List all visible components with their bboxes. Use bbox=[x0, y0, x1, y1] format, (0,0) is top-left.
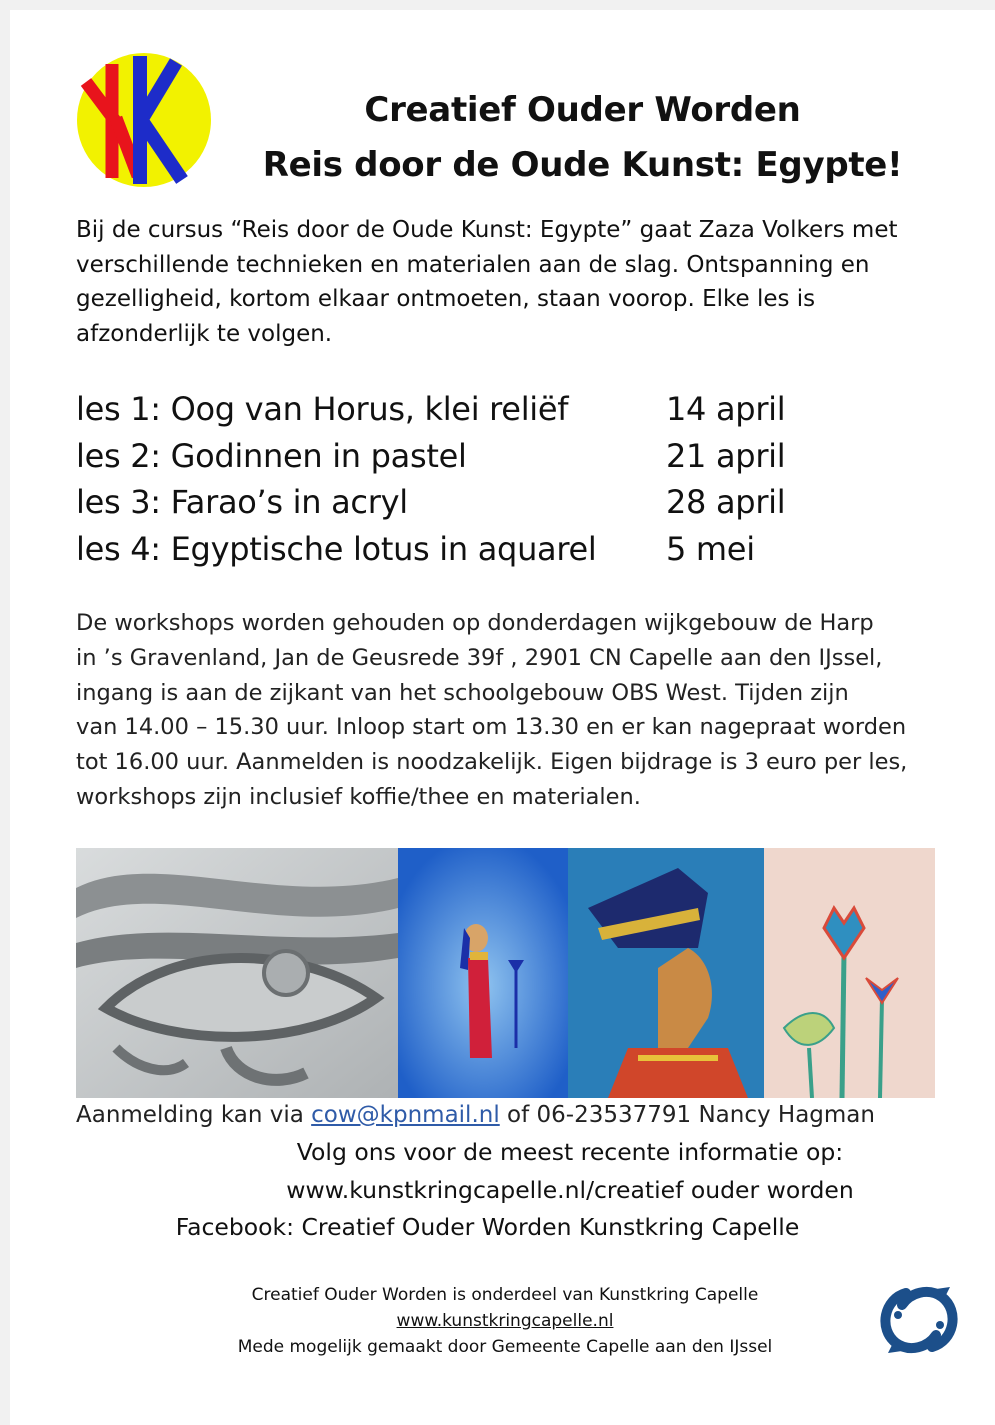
details-line: van 14.00 – 15.30 uur. Inloop start om 13.30 en er kan nagepraat worden bbox=[76, 714, 907, 741]
lesson-row bbox=[76, 433, 936, 480]
page-title: Creatief Ouder Worden bbox=[364, 90, 801, 130]
photo-strip bbox=[76, 848, 935, 1098]
goddess-pastel-photo bbox=[398, 848, 568, 1098]
lesson-date: 5 mei bbox=[666, 529, 755, 568]
signup-line bbox=[76, 1102, 875, 1128]
lesson-row bbox=[76, 526, 936, 573]
facebook-text: Facebook: Creatief Ouder Worden Kunstkring Capelle bbox=[175, 1213, 800, 1241]
lesson-date: 28 april bbox=[666, 483, 786, 522]
details-line: De workshops worden gehouden op donderdagen wijkgebouw de Harp bbox=[76, 610, 874, 636]
follow-heading: Volg ons voor de meest recente informatie op: bbox=[296, 1138, 844, 1166]
footer-line: Creatief Ouder Worden is onderdeel van Kunstkring Capelle bbox=[251, 1285, 759, 1305]
kunstkring-logo bbox=[76, 52, 212, 188]
signup-email-link[interactable]: cow@kpnmail.nl bbox=[311, 1102, 500, 1128]
details-line: in ’s Gravenland, Jan de Geusrede 39f , 2901 CN Capelle aan den IJssel, bbox=[76, 644, 883, 671]
lesson-date: 14 april bbox=[666, 390, 786, 429]
details-line: ingang is aan de zijkant van het schoolgebouw OBS West. Tijden zijn bbox=[76, 679, 849, 706]
lesson-schedule bbox=[76, 386, 936, 572]
footer-url-link[interactable]: www.kunstkringcapelle.nl bbox=[396, 1311, 614, 1331]
nefertiti-acrylic-photo bbox=[568, 848, 764, 1098]
footer bbox=[180, 1282, 830, 1360]
footer-line: Mede mogelijk gemaakt door Gemeente Capelle aan den IJssel bbox=[237, 1337, 773, 1357]
page-subtitle: Reis door de Oude Kunst: Egypte! bbox=[262, 145, 903, 185]
lesson-name: les 4: Egyptische lotus in aquarel bbox=[76, 529, 597, 568]
signup-suffix: of 06-23537791 Nancy Hagman bbox=[499, 1102, 875, 1128]
lesson-row bbox=[76, 386, 936, 433]
workshop-details bbox=[76, 606, 946, 815]
lotus-watercolor-photo bbox=[764, 848, 935, 1098]
details-line: tot 16.00 uur. Aanmelden is noodzakelijk. Eigen bijdrage is 3 euro per les, bbox=[76, 749, 908, 776]
signup-prefix: Aanmelding kan via bbox=[76, 1102, 312, 1128]
lesson-row bbox=[76, 479, 936, 526]
eye-of-horus-photo bbox=[76, 848, 398, 1098]
lesson-date: 21 april bbox=[666, 436, 786, 475]
lesson-name: les 3: Farao’s in acryl bbox=[76, 483, 408, 522]
lesson-name: les 2: Godinnen in pastel bbox=[76, 436, 467, 475]
intro-paragraph: Bij de cursus “Reis door de Oude Kunst: Egypte” gaat Zaza Volkers met verschillende technieken en materialen aan de slag. Ontspanning en gezelligheid, kortom elkaar ontmoeten, staan voorop. Elke les is afzonderlijk te volgen. bbox=[76, 217, 898, 347]
lesson-name: les 1: Oog van Horus, klei reliëf bbox=[76, 390, 569, 429]
details-line: workshops zijn inclusief koffie/thee en materialen. bbox=[76, 783, 641, 810]
kunstkring-fish-logo bbox=[876, 1285, 962, 1355]
website-text: www.kunstkringcapelle.nl/creatief ouder worden bbox=[286, 1176, 854, 1204]
